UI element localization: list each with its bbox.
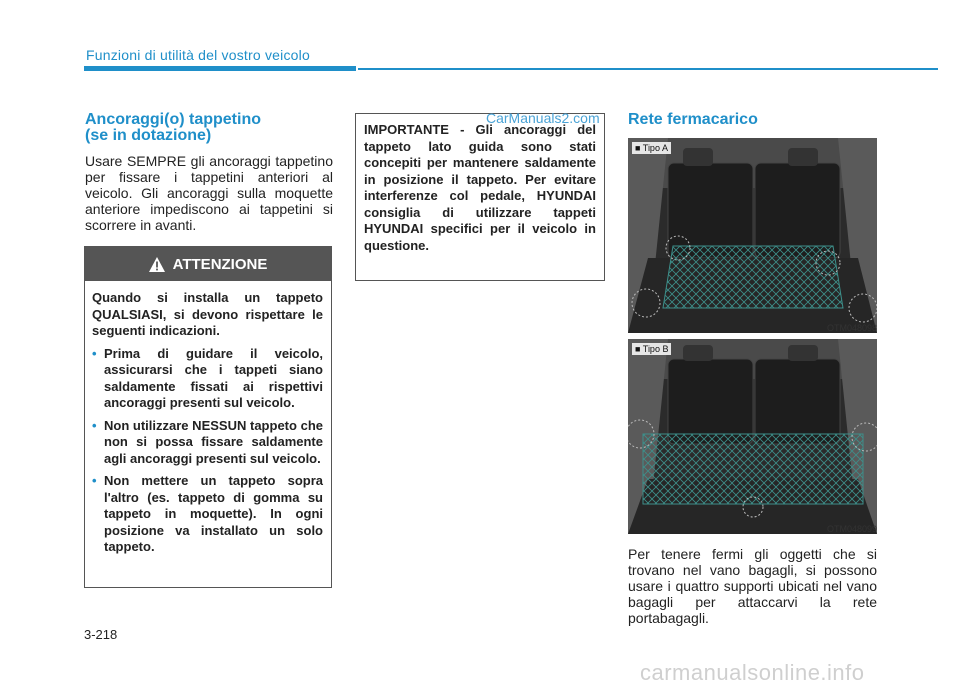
warning-heading: ATTENZIONE — [172, 255, 268, 273]
photo-b-label: ■ Tipo B — [632, 343, 671, 355]
important-note-text: IMPORTANTE - Gli ancoraggi del tappeto lato guida sono stati concepiti per mantenere saldamente in posizione il tappeto. Per evitare interferenze col pedale, HYUNDAI consiglia di utilizzare tappeti HYUNDAI specifici per il veicolo in questione. — [364, 122, 596, 253]
section-title-line1: Ancoraggi(o) tappetino — [85, 111, 261, 128]
header-rule-thick — [84, 66, 356, 71]
mat-anchors-paragraph: Usare SEMPRE gli ancoraggi tappetino per fissare i tappetini anteriori al veicolo. Gli ancoraggi sulla moquette anteriore impediscono ai tappetini si scorrere in avanti. — [85, 153, 333, 233]
section-title-mat-anchors — [85, 112, 335, 144]
warning-bullet-2 — [92, 418, 323, 468]
cargo-area-illustration-b — [628, 339, 877, 534]
watermark-top: CarManuals2.com — [486, 110, 600, 126]
cargo-area-illustration-a — [628, 138, 877, 333]
header-rule-thin — [358, 68, 938, 70]
warning-bullet-1 — [92, 346, 323, 412]
photo-a-label: ■ Tipo A — [632, 142, 671, 154]
cargo-net-photo-a — [628, 138, 877, 333]
warning-box — [84, 246, 332, 588]
photo-b-code: OTM048099 — [826, 524, 877, 534]
warning-bullet-text: Non utilizzare NESSUN tappeto che non si possa fissare saldamente agli ancoraggi presenti sul veicolo. — [104, 417, 323, 466]
watermark-bottom: carmanualsonline.info — [640, 660, 865, 685]
photo-a-code: OTM048098 — [826, 323, 877, 333]
warning-intro: Quando si installa un tappeto QUALSIASI, si devono rispettare le seguenti indicazioni. — [92, 290, 323, 338]
warning-header — [85, 247, 331, 281]
warning-triangle-icon — [149, 257, 165, 272]
bullet-dot-icon: • — [92, 345, 97, 361]
bullet-dot-icon: • — [92, 473, 97, 488]
cargo-net-paragraph: Per tenere fermi gli oggetti che si trovano nel vano bagagli, si possono usare i quattro supporti ubicati nel vano bagagli per attaccarvi la rete portabagagli. — [628, 546, 877, 626]
warning-bullet-3 — [92, 473, 323, 556]
bullet-dot-icon: • — [92, 417, 97, 433]
warning-bullet-text: Non mettere un tappeto sopra l'altro (es. tappeto di gomma su tappeto in moquette). In ogni posizione va installato un solo tappeto. — [104, 473, 323, 554]
warning-bullet-text: Prima di guidare il veicolo, assicurarsi che i tappeti siano saldamente fissati ai rispettivi ancoraggi presenti sul veicolo. — [104, 345, 323, 410]
section-title-line2: (se in dotazione) — [85, 127, 212, 144]
page-number: 3-218 — [84, 627, 118, 642]
chapter-title: Funzioni di utilità del vostro veicolo — [86, 47, 310, 63]
important-note-box — [355, 113, 605, 281]
section-title-cargo-net: Rete fermacarico — [628, 111, 758, 128]
cargo-net-photo-b — [628, 339, 877, 534]
warning-body — [92, 290, 323, 562]
